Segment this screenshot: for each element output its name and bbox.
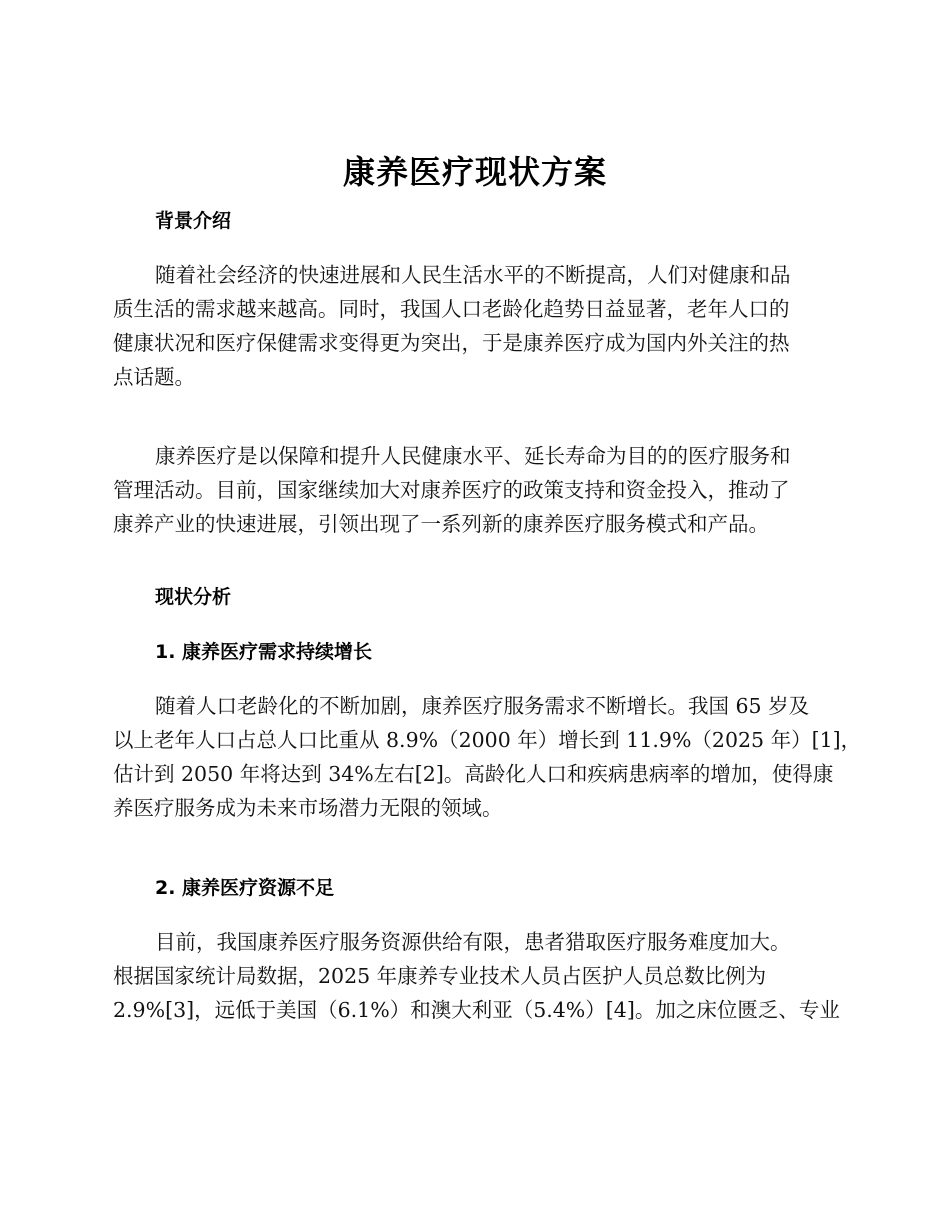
text-line: 目前，我国康养医疗服务资源供给有限，患者猎取医疗服务难度加大。 — [155, 930, 791, 954]
text-line: 随着人口老龄化的不断加剧，康养医疗服务需求不断增长。我国 65 岁及 — [155, 694, 810, 718]
paragraph-resources — [113, 925, 838, 1027]
text-line: 2.9%[3]，远低于美国（6.1%）和澳大利亚（5.4%）[4]。加之床位匮乏、专业 — [113, 998, 840, 1022]
text-line: 健康状况和医疗保健需求变得更为突出，于是康养医疗成为国内外关注的热 — [113, 331, 790, 355]
text-line: 根据国家统计局数据，2025 年康养专业技术人员占医护人员总数比例为 — [113, 964, 767, 988]
text-line: 估计到 2050 年将达到 34%左右[2]。高龄化人口和疾病患病率的增加，使得康 — [113, 762, 834, 786]
subsection-heading-resources: 2. 康养医疗资源不足 — [155, 877, 335, 899]
paragraph-background-1 — [113, 258, 838, 394]
section-heading-background: 背景介绍 — [155, 210, 232, 232]
section-heading-analysis: 现状分析 — [155, 586, 232, 608]
page-title: 康养医疗现状方案 — [342, 153, 607, 191]
text-line: 质生活的需求越来越高。同时，我国人口老龄化趋势日益显著，老年人口的 — [113, 297, 790, 321]
paragraph-demand — [113, 689, 862, 825]
subsection-heading-demand: 1. 康养医疗需求持续增长 — [155, 641, 373, 663]
paragraph-background-2 — [113, 439, 838, 541]
text-line: 康养产业的快速进展，引领出现了一系列新的康养医疗服务模式和产品。 — [113, 512, 769, 536]
text-line: 康养医疗是以保障和提升人民健康水平、延长寿命为目的的医疗服务和 — [155, 444, 791, 468]
text-line: 管理活动。目前，国家继续加大对康养医疗的政策支持和资金投入，推动了 — [113, 478, 790, 502]
text-line: 点话题。 — [113, 365, 195, 389]
text-line: 养医疗服务成为未来市场潜力无限的领域。 — [113, 796, 503, 820]
text-line: 以上老年人口占总人口比重从 8.9%（2000 年）增长到 11.9%（2025 年）[1]， — [113, 728, 862, 752]
text-line: 随着社会经济的快速进展和人民生活水平的不断提高，人们对健康和品 — [155, 263, 791, 287]
